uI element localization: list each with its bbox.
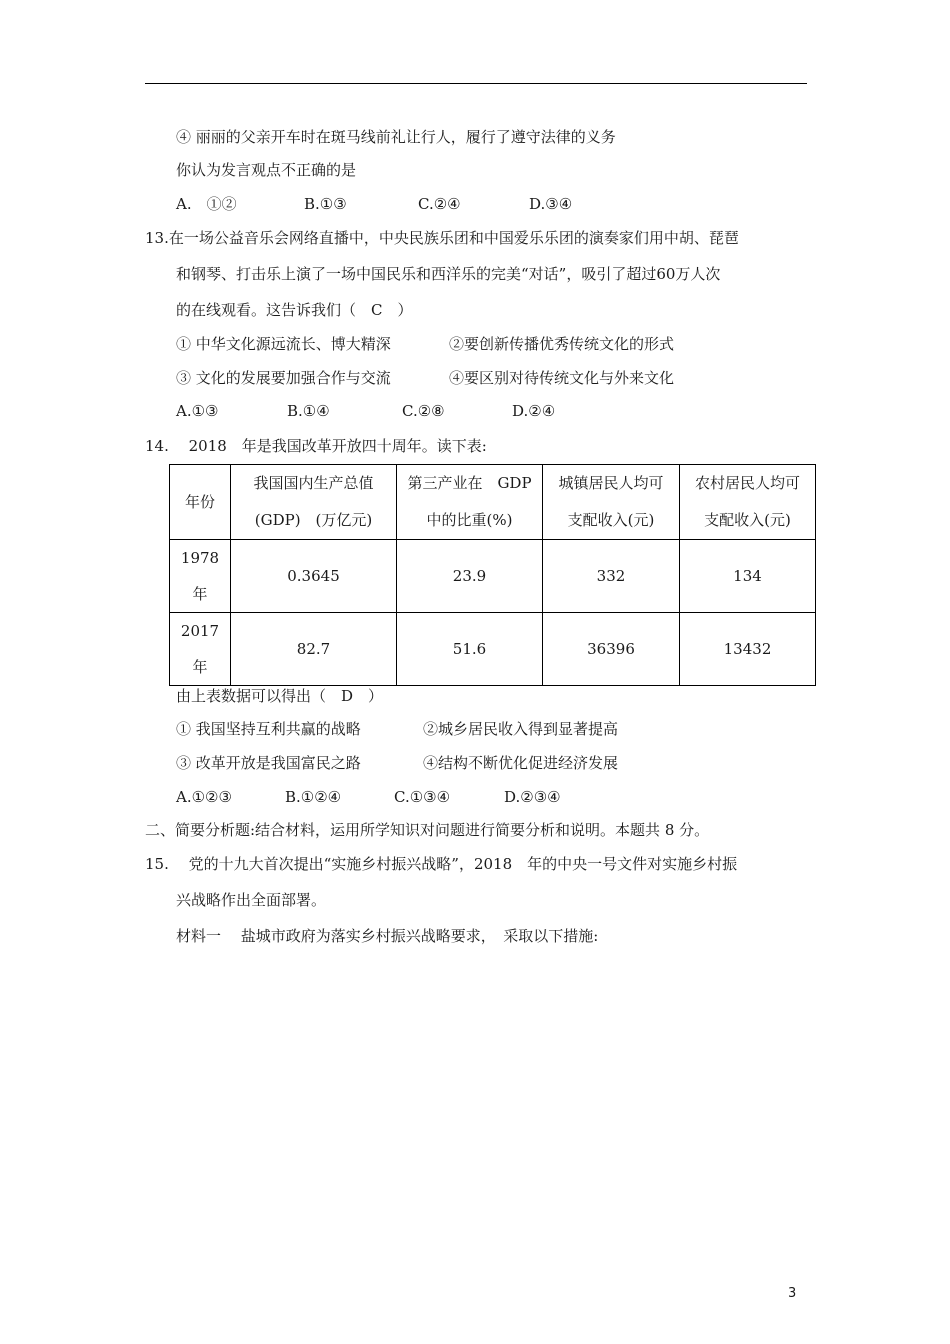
table-cell-year: 2017 年 (170, 613, 231, 686)
q14-statement-2: ②城乡居民收入得到显著提高 (423, 720, 619, 738)
q14-option-d: D.②③④ (504, 788, 561, 806)
header-rule (145, 83, 807, 84)
table-cell-tertiary: 23.9 (397, 540, 543, 613)
table-cell-rural: 13432 (680, 613, 816, 686)
table-cell-gdp: 82.7 (231, 613, 397, 686)
q14-option-b: B.①②④ (285, 788, 342, 806)
gdp-income-table (169, 464, 816, 686)
q13-option-c: C.②⑧ (402, 402, 445, 420)
q13-statement-1: ① 中华文化源远流长、博大精深 (176, 335, 391, 353)
q13-statement-3: ③ 文化的发展要加强合作与交流 (176, 369, 391, 387)
q15-material-1: 材料一 盐城市政府为落实乡村振兴战略要求， 采取以下措施: (176, 927, 599, 945)
q13-line-3: 的在线观看。这告诉我们（ C ） (176, 301, 413, 319)
q12-option-c: C.②④ (418, 195, 461, 213)
q14-line-1: 14. 2018 年是我国改革开放四十周年。读下表: (145, 437, 487, 455)
table-header-tertiary: 第三产业在 GDP 中的比重(%) (397, 465, 543, 540)
q14-statement-4: ④结构不断优化促进经济发展 (423, 754, 619, 772)
table-cell-gdp: 0.3645 (231, 540, 397, 613)
q13-option-d: D.②④ (512, 402, 556, 420)
table-header-urban: 城镇居民人均可 支配收入(元) (543, 465, 680, 540)
q13-statement-2: ②要创新传播优秀传统文化的形式 (449, 335, 675, 353)
table-cell-tertiary: 51.6 (397, 613, 543, 686)
q13-option-b: B.①④ (287, 402, 330, 420)
q14-prompt: 由上表数据可以得出（ D ） (176, 687, 384, 705)
q14-statement-3: ③ 改革开放是我国富民之路 (176, 754, 361, 772)
q12-option-a: A. ①② (176, 195, 237, 213)
table-header-rural: 农村居民人均可 支配收入(元) (680, 465, 816, 540)
q12-option-d: D.③④ (529, 195, 573, 213)
q12-statement-4: ④ 丽丽的父亲开车时在斑马线前礼让行人，履行了遵守法律的义务 (176, 128, 616, 146)
section-2-heading: 二、简要分析题:结合材料，运用所学知识对问题进行简要分析和说明。本题共 8 分。 (145, 821, 710, 839)
table-header-gdp: 我国国内生产总值 (GDP) (万亿元) (231, 465, 397, 540)
table-cell-year: 1978 年 (170, 540, 231, 613)
q14-option-a: A.①②③ (176, 788, 232, 806)
q12-option-b: B.①③ (304, 195, 347, 213)
table-header-row (170, 465, 816, 540)
q12-prompt: 你认为发言观点不正确的是 (176, 161, 357, 179)
q13-statement-4: ④要区别对待传统文化与外来文化 (449, 369, 675, 387)
table-cell-rural: 134 (680, 540, 816, 613)
table-header-year: 年份 (170, 465, 231, 540)
q15-line-1: 15. 党的十九大首次提出“实施乡村振兴战略”，2018 年的中央一号文件对实施乡村振 (145, 855, 738, 873)
table-cell-urban: 332 (543, 540, 680, 613)
q14-option-c: C.①③④ (394, 788, 451, 806)
table-cell-urban: 36396 (543, 613, 680, 686)
q13-line-1: 13.在一场公益音乐会网络直播中，中央民族乐团和中国爱乐乐团的演奏家们用中胡、琵琶 (145, 229, 739, 247)
table-row (170, 613, 816, 686)
page-number: 3 (788, 1286, 797, 1301)
q15-line-2: 兴战略作出全面部署。 (176, 891, 327, 909)
q13-option-a: A.①③ (176, 402, 219, 420)
q13-line-2: 和钢琴、打击乐上演了一场中国民乐和西洋乐的完美“对话”，吸引了超过60万人次 (176, 265, 721, 283)
q14-statement-1: ① 我国坚持互利共赢的战略 (176, 720, 361, 738)
table-row (170, 540, 816, 613)
